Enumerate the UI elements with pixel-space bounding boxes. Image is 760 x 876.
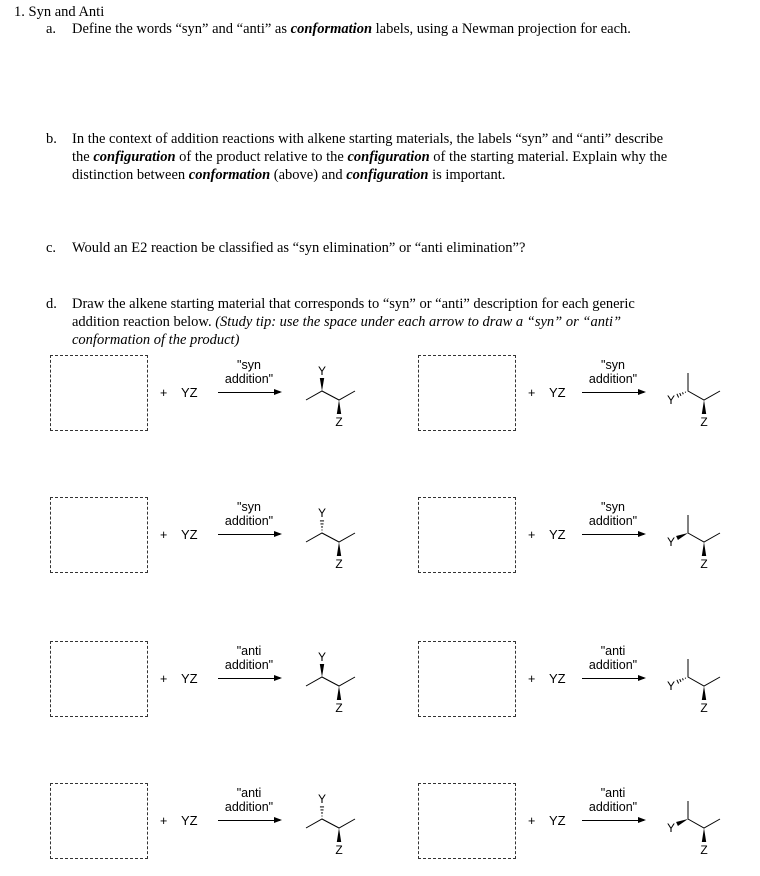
- part-b-line3: distinction between conformation (above) and configuration is important.: [72, 167, 506, 183]
- reaction-arrow: [218, 534, 280, 535]
- z-wedge-bond: [702, 828, 706, 842]
- carbon-chain: [688, 515, 720, 542]
- z-wedge-bond: [337, 828, 341, 842]
- y-hash-bond: [320, 521, 324, 530]
- reagent-yz: YZ: [549, 527, 566, 542]
- reagent-yz: YZ: [181, 671, 198, 686]
- reaction-condition-label: "syn addition": [224, 500, 274, 528]
- alkene-drawing-box[interactable]: [50, 497, 148, 573]
- y-wedge-bond: [320, 378, 324, 391]
- reaction-condition-label: "syn addition": [224, 358, 274, 386]
- alkene-drawing-box[interactable]: [418, 783, 516, 859]
- plus-sign: +: [528, 814, 536, 828]
- part-c-letter: c.: [46, 240, 57, 256]
- carbon-chain: [688, 373, 720, 400]
- z-wedge-bond: [702, 686, 706, 700]
- reaction-condition-label: "anti addition": [224, 786, 274, 814]
- alkene-drawing-box[interactable]: [50, 783, 148, 859]
- atom-z-label: Z: [700, 843, 708, 857]
- part-d-line2: addition reaction below. (Study tip: use the space under each arrow to draw a “syn” or “anti”: [72, 314, 622, 330]
- carbon-chain: [306, 533, 355, 542]
- reaction-condition-label: "anti addition": [224, 644, 274, 672]
- part-a-letter: a.: [46, 21, 57, 37]
- plus-sign: +: [160, 528, 168, 542]
- atom-y-label: Y: [666, 393, 676, 407]
- atom-y-label: Y: [666, 535, 676, 549]
- plus-sign: +: [160, 814, 168, 828]
- reaction-arrow: [218, 392, 280, 393]
- reaction-arrow: [582, 820, 644, 821]
- y-wedge-bond: [676, 819, 688, 826]
- y-hash-bond: [677, 392, 686, 398]
- product-structure-right-0: [650, 353, 730, 433]
- reagent-yz: YZ: [549, 385, 566, 400]
- alkene-drawing-box[interactable]: [418, 641, 516, 717]
- reagent-yz: YZ: [181, 385, 198, 400]
- reaction-arrow: [218, 678, 280, 679]
- product-structure-right-3: [650, 781, 730, 861]
- product-structure-left-0: [290, 353, 360, 433]
- y-hash-bond: [320, 807, 324, 816]
- part-b-line2: the configuration of the product relative to the configuration of the starting material. Explain why the: [72, 149, 668, 165]
- atom-y-label: Y: [666, 679, 676, 693]
- carbon-chain: [688, 659, 720, 686]
- atom-z-label: Z: [700, 415, 708, 429]
- part-d-line3: conformation of the product): [72, 332, 240, 348]
- carbon-chain: [688, 801, 720, 828]
- plus-sign: +: [528, 528, 536, 542]
- product-structure-left-2: [290, 639, 360, 719]
- atom-z-label: Z: [335, 415, 343, 429]
- product-structure-right-1: [650, 495, 730, 575]
- product-structure-right-2: [650, 639, 730, 719]
- alkene-drawing-box[interactable]: [50, 641, 148, 717]
- reaction-arrow: [218, 820, 280, 821]
- z-wedge-bond: [702, 542, 706, 556]
- z-wedge-bond: [337, 400, 341, 414]
- reaction-condition-label: "anti addition": [588, 786, 638, 814]
- z-wedge-bond: [337, 542, 341, 556]
- reaction-arrow: [582, 678, 644, 679]
- atom-y-label: Y: [317, 506, 327, 520]
- alkene-drawing-box[interactable]: [418, 497, 516, 573]
- atom-z-label: Z: [335, 843, 343, 857]
- z-wedge-bond: [702, 400, 706, 414]
- carbon-chain: [306, 391, 355, 400]
- y-wedge-bond: [320, 664, 324, 677]
- atom-z-label: Z: [700, 701, 708, 715]
- atom-z-label: Z: [700, 557, 708, 571]
- part-b-line1: In the context of addition reactions with alkene starting materials, the labels “syn” and “anti” describe: [72, 131, 664, 147]
- alkene-drawing-box[interactable]: [418, 355, 516, 431]
- z-wedge-bond: [337, 686, 341, 700]
- reaction-condition-label: "syn addition": [588, 500, 638, 528]
- reagent-yz: YZ: [181, 813, 198, 828]
- plus-sign: +: [528, 672, 536, 686]
- part-c-text: Would an E2 reaction be classified as “syn elimination” or “anti elimination”?: [72, 240, 526, 256]
- atom-y-label: Y: [317, 792, 327, 806]
- part-a-text: Define the words “syn” and “anti” as conformation labels, using a Newman projection for each.: [72, 21, 631, 37]
- product-structure-left-1: [290, 495, 360, 575]
- reagent-yz: YZ: [549, 813, 566, 828]
- atom-z-label: Z: [335, 557, 343, 571]
- question-title: 1. Syn and Anti: [14, 4, 105, 20]
- atom-y-label: Y: [666, 821, 676, 835]
- atom-y-label: Y: [317, 650, 327, 664]
- alkene-drawing-box[interactable]: [50, 355, 148, 431]
- plus-sign: +: [528, 386, 536, 400]
- product-structure-left-3: [290, 781, 360, 861]
- reagent-yz: YZ: [181, 527, 198, 542]
- atom-z-label: Z: [335, 701, 343, 715]
- plus-sign: +: [160, 386, 168, 400]
- carbon-chain: [306, 677, 355, 686]
- plus-sign: +: [160, 672, 168, 686]
- carbon-chain: [306, 819, 355, 828]
- part-d-letter: d.: [46, 296, 57, 312]
- atom-y-label: Y: [317, 364, 327, 378]
- y-hash-bond: [677, 678, 686, 684]
- reaction-condition-label: "anti addition": [588, 644, 638, 672]
- reaction-arrow: [582, 534, 644, 535]
- reaction-arrow: [582, 392, 644, 393]
- reagent-yz: YZ: [549, 671, 566, 686]
- part-d-line1: Draw the alkene starting material that corresponds to “syn” or “anti” description for each generic: [72, 296, 635, 312]
- reaction-condition-label: "syn addition": [588, 358, 638, 386]
- part-b-letter: b.: [46, 131, 57, 147]
- y-wedge-bond: [676, 533, 688, 540]
